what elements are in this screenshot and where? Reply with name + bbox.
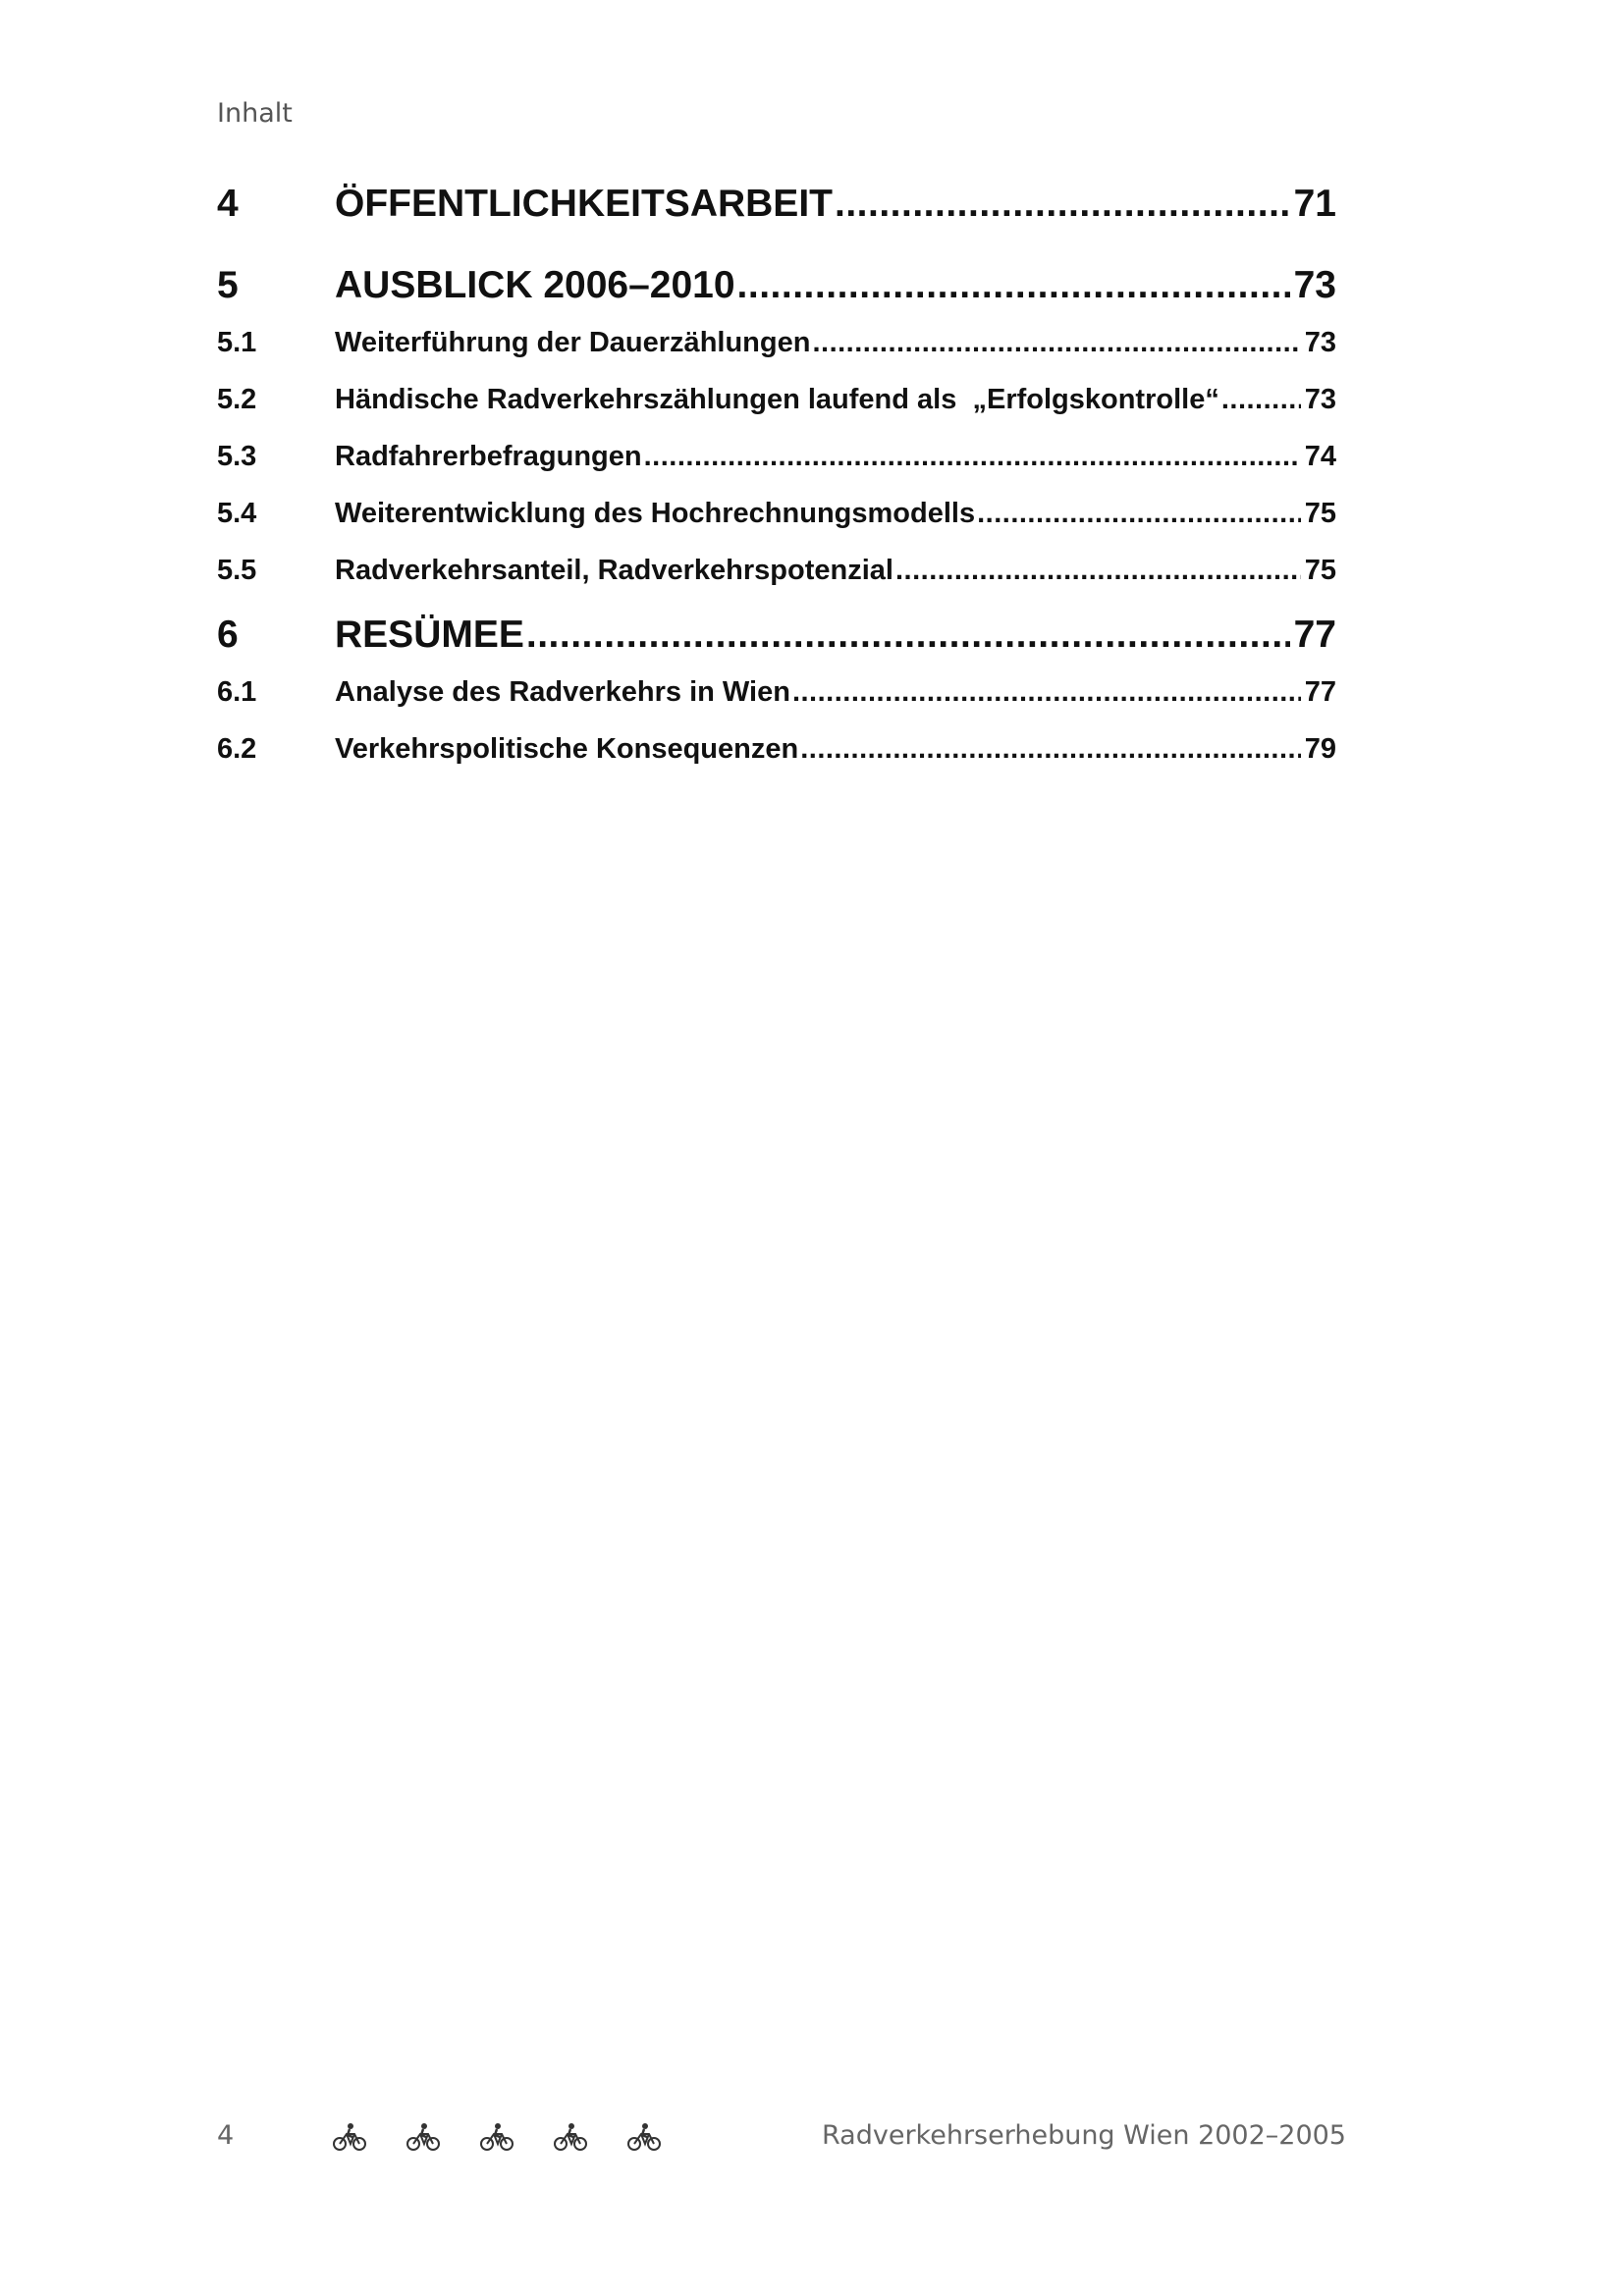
toc-title: RESÜMEE xyxy=(335,614,524,656)
page-number: 4 xyxy=(217,2120,235,2151)
bicycle-icon xyxy=(627,2122,661,2152)
toc-entry-6[interactable] xyxy=(217,614,1336,657)
toc-title: Verkehrspolitische Konsequenzen xyxy=(335,733,799,765)
publication-title: Radverkehrserhebung Wien 2002–2005 xyxy=(822,2120,1346,2151)
toc-title: Weiterentwicklung des Hochrechnungsmodells xyxy=(335,498,976,529)
toc-page-number: 77 xyxy=(1304,676,1336,708)
bicycle-icon xyxy=(406,2122,440,2152)
dot-leader xyxy=(812,327,1300,359)
dot-leader xyxy=(1221,384,1301,416)
toc-number: 5.4 xyxy=(217,498,257,529)
dot-leader xyxy=(737,264,1290,307)
table-of-contents xyxy=(217,183,1336,766)
toc-number: 6.2 xyxy=(217,733,257,765)
dot-leader xyxy=(644,441,1301,473)
toc-page-number: 73 xyxy=(1304,327,1336,358)
toc-number: 5.5 xyxy=(217,555,257,586)
toc-page-number: 75 xyxy=(1304,498,1336,529)
dot-leader xyxy=(977,498,1301,530)
toc-title: Händische Radverkehrszählungen laufend als „Erfolgskontrolle“ xyxy=(335,384,1219,415)
toc-number: 5.2 xyxy=(217,384,257,415)
dot-leader xyxy=(526,614,1290,657)
toc-number: 4 xyxy=(217,183,239,225)
toc-entry-6-2[interactable] xyxy=(217,733,1336,766)
toc-entry-5-5[interactable] xyxy=(217,555,1336,587)
dot-leader xyxy=(792,676,1301,709)
toc-title: ÖFFENTLICHKEITSARBEIT xyxy=(335,183,833,225)
toc-page-number: 74 xyxy=(1304,441,1336,472)
toc-page-number: 73 xyxy=(1293,264,1336,306)
dot-leader xyxy=(895,555,1301,587)
bicycle-icon xyxy=(554,2122,587,2152)
toc-entry-4[interactable] xyxy=(217,183,1336,226)
toc-entry-5[interactable] xyxy=(217,264,1336,307)
toc-entry-5-1[interactable] xyxy=(217,327,1336,359)
running-head: Inhalt xyxy=(217,98,293,129)
toc-page-number: 79 xyxy=(1304,733,1336,765)
toc-title: Radverkehrsanteil, Radverkehrspotenzial xyxy=(335,555,893,586)
toc-entry-5-2[interactable] xyxy=(217,384,1336,416)
page-footer xyxy=(217,2120,1346,2160)
toc-title: AUSBLICK 2006–2010 xyxy=(335,264,735,306)
toc-number: 5 xyxy=(217,264,239,306)
toc-entry-5-4[interactable] xyxy=(217,498,1336,530)
toc-page-number: 71 xyxy=(1293,183,1336,225)
toc-number: 6.1 xyxy=(217,676,257,708)
toc-number: 6 xyxy=(217,614,239,656)
toc-number: 5.3 xyxy=(217,441,257,472)
toc-number: 5.1 xyxy=(217,327,257,358)
bicycle-icon xyxy=(333,2122,366,2152)
toc-page-number: 75 xyxy=(1304,555,1336,586)
toc-entry-5-3[interactable] xyxy=(217,441,1336,473)
dot-leader xyxy=(800,733,1301,766)
toc-page-number: 77 xyxy=(1293,614,1336,656)
toc-entry-6-1[interactable] xyxy=(217,676,1336,709)
toc-page-number: 73 xyxy=(1304,384,1336,415)
toc-title: Analyse des Radverkehrs in Wien xyxy=(335,676,790,708)
bicycle-icon xyxy=(480,2122,514,2152)
dot-leader xyxy=(835,183,1290,226)
toc-title: Radfahrerbefragungen xyxy=(335,441,642,472)
toc-title: Weiterführung der Dauerzählungen xyxy=(335,327,811,358)
bicycle-icon-row xyxy=(333,2122,701,2152)
